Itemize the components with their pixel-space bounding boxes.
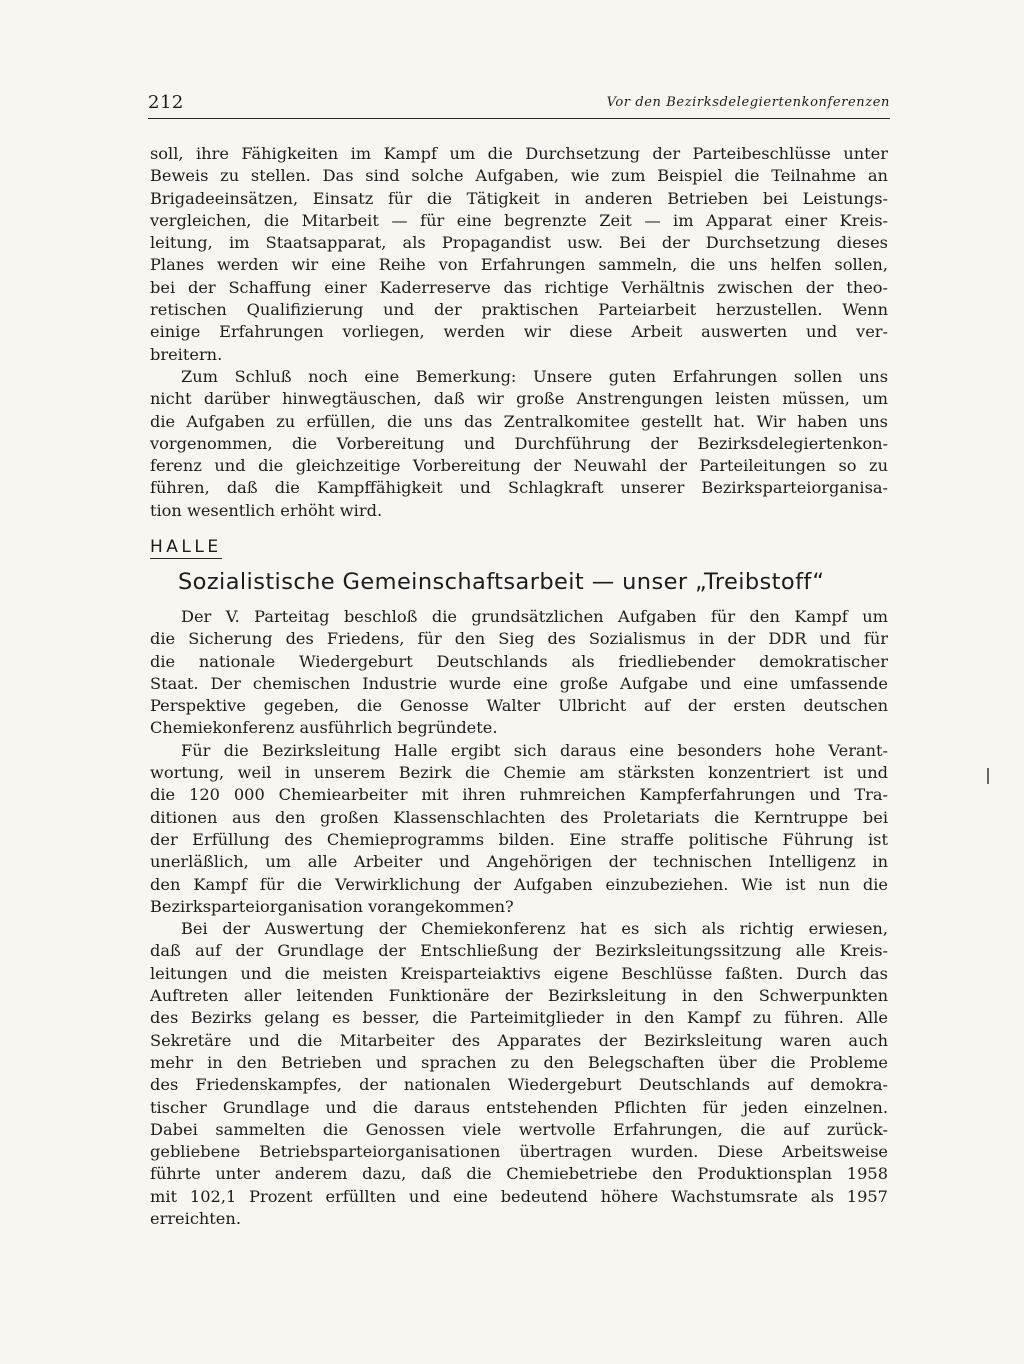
running-title: Vor den Bezirksdelegiertenkonferenzen <box>606 95 890 110</box>
text-line: Planes werden wir eine Reihe von Erfahrungen sammeln, die uns helfen sollen, <box>150 255 888 275</box>
page-number: 212 <box>148 92 184 113</box>
paragraph <box>150 366 888 522</box>
paragraph <box>150 143 888 366</box>
text-line: ditionen aus den großen Klassenschlachten des Proletariats die Kerntruppe bei <box>150 807 888 827</box>
text-line: erreichten. <box>150 1209 241 1229</box>
section-label: HALLE <box>150 537 222 557</box>
paragraph <box>150 918 888 1230</box>
text-line: Dabei sammelten die Genossen viele wertvolle Erfahrungen, die auf zurück- <box>150 1119 888 1139</box>
text-line: soll, ihre Fähigkeiten im Kampf um die Durchsetzung der Parteibeschlüsse unter <box>150 144 888 163</box>
text-line: Auftreten aller leitenden Funktionäre der Bezirksleitung in den Schwerpunkten <box>150 986 888 1006</box>
text-line: daß auf der Grundlage der Entschließung der Bezirksleitungssitzung alle Kreis- <box>150 941 888 961</box>
paragraph <box>150 606 888 740</box>
text-line: breitern. <box>150 344 223 364</box>
paragraph <box>150 740 888 918</box>
text-line: Bezirksparteiorganisation vorangekommen? <box>150 896 514 916</box>
text-line: bei der Schaffung einer Kaderreserve das richtige Verhältnis zwischen der theo- <box>150 277 888 297</box>
text-line: Perspektive gegeben, die Genosse Walter Ulbricht auf der ersten deutschen <box>150 696 888 716</box>
text-line: des Bezirks gelang es besser, die Parteimitglieder in den Kampf zu führen. Alle <box>150 1008 888 1028</box>
text-line: wortung, weil in unserem Bezirk die Chemie am stärksten konzentriert ist und <box>150 763 888 783</box>
text-line: mehr in den Betrieben und sprachen zu den Belegschaften über die Probleme <box>150 1052 888 1072</box>
scan-speck <box>987 768 989 784</box>
text-line: Bei der Auswertung der Chemiekonferenz hat es sich als richtig erwiesen, <box>181 919 888 939</box>
text-line: die nationale Wiedergeburt Deutschlands als friedliebender demokratischer <box>150 651 888 671</box>
text-line: leitungen und die meisten Kreisparteiaktivs eigene Beschlüsse faßten. Durch das <box>150 963 888 983</box>
text-line: Sekretäre und die Mitarbeiter des Apparates der Bezirksleitung waren auch <box>150 1030 888 1050</box>
text-line: vergleichen, die Mitarbeit — für eine begrenzte Zeit — im Apparat einer Kreis- <box>150 210 888 230</box>
text-line: die Sicherung des Friedens, für den Sieg des Sozialismus in der DDR und für <box>150 629 888 649</box>
text-line: führte unter anderem dazu, daß die Chemiebetriebe den Produktionsplan 1958 <box>150 1164 888 1184</box>
text-line: die 120 000 Chemiearbeiter mit ihren ruhmreichen Kampferfahrungen und Tra- <box>150 785 888 805</box>
text-line: Für die Bezirksleitung Halle ergibt sich daraus eine besonders hohe Verant- <box>181 740 888 760</box>
text-line: einige Erfahrungen vorliegen, werden wir diese Arbeit auswerten und ver- <box>150 322 888 342</box>
text-line: führen, daß die Kampffähigkeit und Schlagkraft unserer Bezirksparteiorganisa- <box>150 478 888 498</box>
article-body <box>150 606 888 1230</box>
text-line: nicht darüber hinwegtäuschen, daß wir große Anstrengungen leisten müssen, um <box>150 389 888 409</box>
text-line: des Friedenskampfes, der nationalen Wiedergeburt Deutschlands auf demokra- <box>150 1075 888 1095</box>
running-header <box>148 92 890 119</box>
text-line: Chemiekonferenz ausführlich begründete. <box>150 718 498 738</box>
text-line: Zum Schluß noch eine Bemerkung: Unsere guten Erfahrungen sollen uns <box>181 366 888 386</box>
text-line: die Aufgaben zu erfüllen, die uns das Zentralkomitee gestellt hat. Wir haben uns <box>150 411 888 431</box>
text-line: mit 102,1 Prozent erfüllten und eine bedeutend höhere Wachstumsrate als 1957 <box>150 1186 888 1206</box>
text-line: leitung, im Staatsapparat, als Propagandist usw. Bei der Durchsetzung dieses <box>150 233 888 253</box>
text-line: tion wesentlich erhöht wird. <box>150 500 383 520</box>
text-line: retischen Qualifizierung und der praktischen Parteiarbeit herzustellen. Wenn <box>150 300 888 320</box>
text-line: Brigadeeinsätzen, Einsatz für die Tätigkeit in anderen Betrieben bei Leistungs- <box>150 188 888 208</box>
continued-text-block <box>150 143 888 522</box>
text-line: unerläßlich, um alle Arbeiter und Angehörigen der technischen Intelligenz in <box>150 852 888 872</box>
text-line: der Erfüllung des Chemieprogramms bilden. Eine straffe politische Führung ist <box>150 829 888 849</box>
article-title: Sozialistische Gemeinschaftsarbeit — unser „Treibstoff“ <box>178 569 825 595</box>
text-line: ferenz und die gleichzeitige Vorbereitung der Neuwahl der Parteileitungen so zu <box>150 456 888 476</box>
text-line: Beweis zu stellen. Das sind solche Aufgaben, wie zum Beispiel die Teilnahme an <box>150 166 888 186</box>
text-line: Staat. Der chemischen Industrie wurde eine große Aufgabe und eine umfassende <box>150 673 888 693</box>
text-line: den Kampf für die Verwirklichung der Aufgaben einzubeziehen. Wie ist nun die <box>150 874 888 894</box>
text-line: vorgenommen, die Vorbereitung und Durchführung der Bezirksdelegiertenkon- <box>150 433 888 453</box>
text-line: gebliebene Betriebsparteiorganisationen übertragen wurden. Diese Arbeitsweise <box>150 1142 888 1162</box>
text-line: Der V. Parteitag beschloß die grundsätzlichen Aufgaben für den Kampf um <box>181 607 888 626</box>
text-line: tischer Grundlage und die daraus entstehenden Pflichten für jeden einzelnen. <box>150 1097 888 1117</box>
